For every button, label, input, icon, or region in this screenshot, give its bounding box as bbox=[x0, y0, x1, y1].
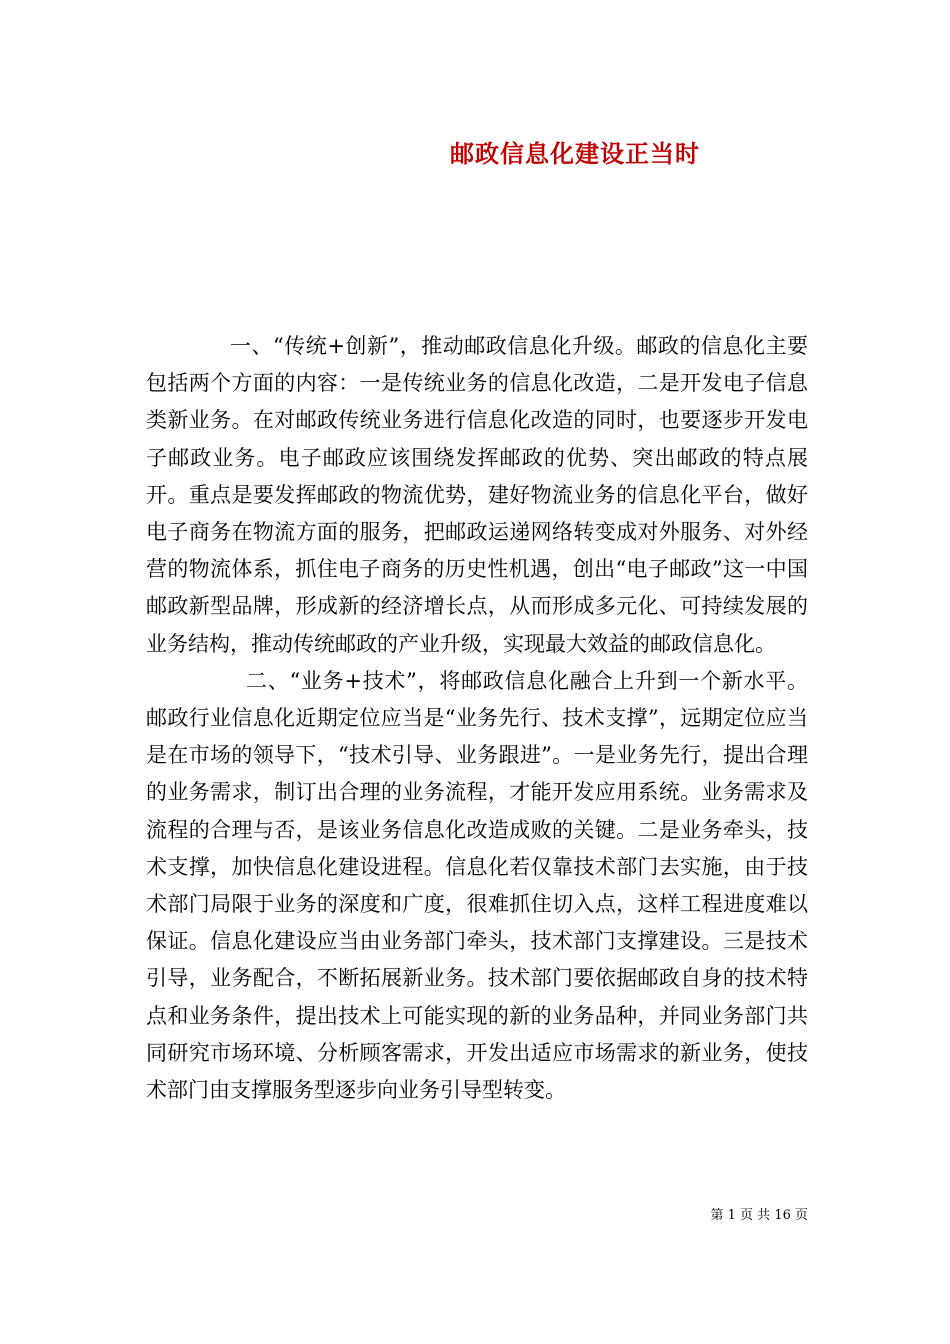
document-title: 邮政信息化建设正当时 bbox=[450, 139, 700, 168]
document-body bbox=[146, 328, 808, 1109]
paragraph-2: 二、“业务+技术”，将邮政信息化融合上升到一个新水平。邮政行业信息化近期定位应当是“业务先行、技术支撑”，远期定位应当是在市场的领导下，“技术引导、业务跟进”。一是业务先行，提出合理的业务需求，制订出合理的业务流程，才能开发应用系统。业务需求及流程的合理与否，是该业务信息化改造成败的关键。二是业务牵头，技术支撑，加快信息化建设进程。信息化若仅靠技术部门去实施，由于技术部门局限于业务的深度和广度，很难抓住切入点，这样工程进度难以保证。信息化建设应当由业务部门牵头，技术部门支撑建设。三是技术引导，业务配合，不断拓展新业务。技术部门要依据邮政自身的技术特点和业务条件，提出技术上可能实现的新的业务品种，并同业务部门共同研究市场环境、分析顾客需求，开发出适应市场需求的新业务，使技术部门由支撑服务型逐步向业务引导型转变。 bbox=[146, 668, 808, 1103]
paragraph-1: 一、“传统+创新”，推动邮政信息化升级。邮政的信息化主要包括两个方面的内容：一是传统业务的信息化改造，二是开发电子信息类新业务。在对邮政传统业务进行信息化改造的同时，也要逐步开发电子邮政业务。电子邮政应该围绕发挥邮政的优势、突出邮政的特点展开。重点是要发挥邮政的物流优势，建好物流业务的信息化平台，做好电子商务在物流方面的服务，把邮政运递网络转变成对外服务、对外经营的物流体系，抓住电子商务的历史性机遇，创出“电子邮政”这一中国邮政新型品牌，形成新的经济增长点，从而形成多元化、可持续发展的业务结构，推动传统邮政的产业升级，实现最大效益的邮政信息化。 bbox=[146, 334, 808, 656]
page-number-footer: 第 1 页 共 16 页 bbox=[710, 1208, 808, 1223]
